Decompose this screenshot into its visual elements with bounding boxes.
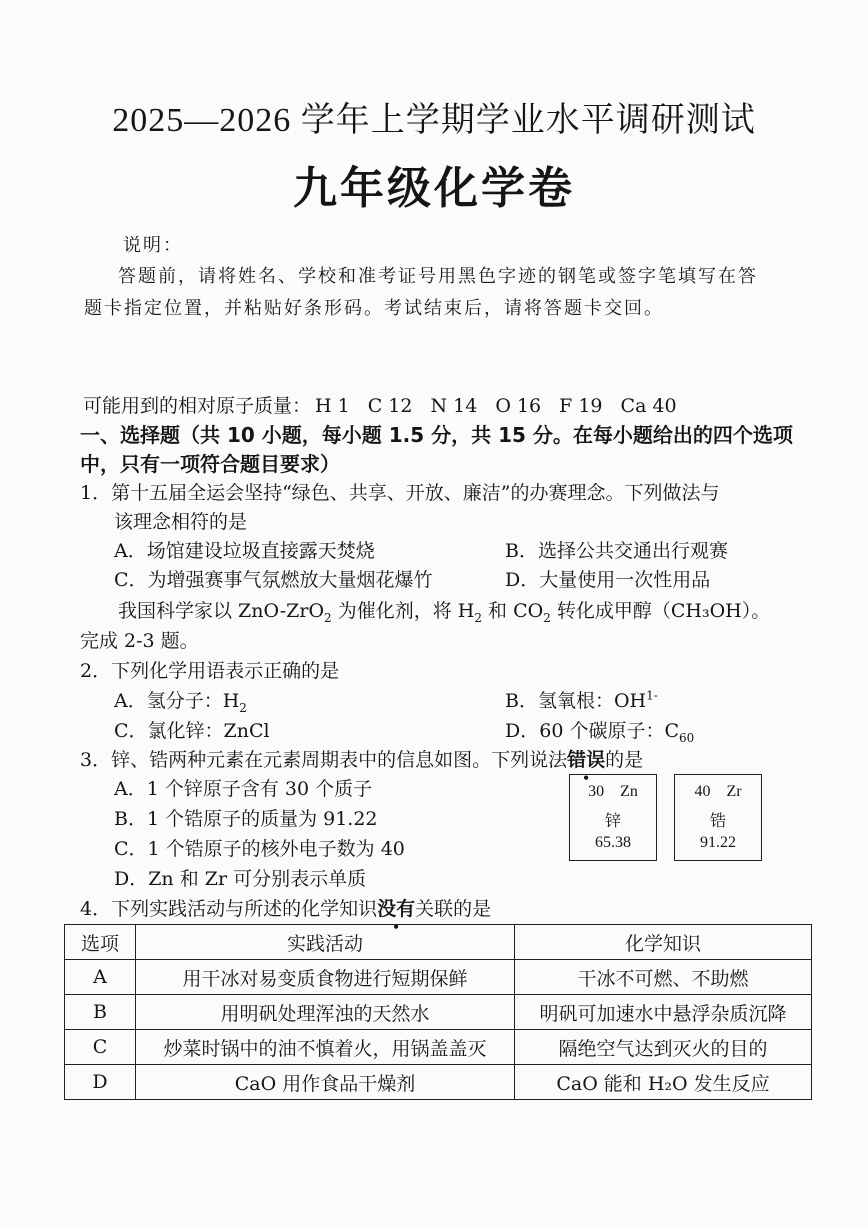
q2-option-d: D．60 个碳原子：$C_{60}$ <box>505 720 695 745</box>
row-option: D <box>65 1065 136 1100</box>
element-symbol: Zn <box>620 783 638 800</box>
exam-subtitle: 九年级化学卷 <box>293 163 575 214</box>
q2-option-c: C．氯化锌：ZnCl <box>114 720 270 742</box>
mass-f: F 19 <box>559 395 603 417</box>
mass-c: C 12 <box>367 395 413 417</box>
row-activity: CaO 用作食品干燥剂 <box>136 1065 515 1100</box>
element-mass: 91.22 <box>700 834 736 851</box>
element-card-zr <box>674 774 762 861</box>
row-option: B <box>65 995 136 1030</box>
instructions-line-2: 题卡指定位置，并粘贴好条形码。考试结束后，请将答题卡交回。 <box>84 298 664 319</box>
q3-option-b: B．1 个锆原子的质量为 91.22 <box>114 808 378 830</box>
q3-emphasis: 错误 <box>567 749 606 771</box>
table-row <box>65 995 812 1030</box>
element-symbol: Zr <box>726 783 742 800</box>
q4-table <box>64 924 812 1100</box>
q1-option-a: A．场馆建设垃圾直接露天焚烧 <box>114 540 375 562</box>
row-activity: 炒菜时锅中的油不慎着火，用锅盖盖灭 <box>136 1030 515 1065</box>
header-activity: 实践活动 <box>136 925 515 960</box>
context-line-1: 我国科学家以 ZnO-ZrO$_2$ 为催化剂，将 $H_2$ 和 $CO_2$ 转化成甲醇（CH₃OH）。 <box>118 600 771 625</box>
q3-option-c: C．1 个锆原子的核外电子数为 40 <box>114 838 405 860</box>
q1-option-c: C．为增强赛事气氛燃放大量烟花爆竹 <box>114 569 433 591</box>
q2-stem: 2．下列化学用语表示正确的是 <box>80 660 340 682</box>
q3-stem: 3．锌、锆两种元素在元素周期表中的信息如图。下列说法错误的是 <box>80 749 644 771</box>
table-header-row <box>65 925 812 960</box>
table-row <box>65 960 812 995</box>
q2-option-b: B．氢氧根：$OH^{1-}$ <box>505 688 658 712</box>
row-knowledge: 干冰不可燃、不助燃 <box>515 960 812 995</box>
mass-h: H 1 <box>315 395 350 417</box>
table-row <box>65 1030 812 1065</box>
row-option: C <box>65 1030 136 1065</box>
section-1-heading-line-1: 一、选择题（共 10 小题，每小题 1.5 分，共 15 分。在每小题给出的四个选项 <box>80 423 793 447</box>
header-knowledge: 化学知识 <box>515 925 812 960</box>
q4-emphasis: 没有 <box>377 898 416 920</box>
atomic-masses-label: 可能用到的相对原子质量： <box>83 395 312 417</box>
section-1-heading-line-2: 中，只有一项符合题目要求） <box>80 452 340 476</box>
q2-option-a: A．氢分子：$H_2$ <box>114 690 247 715</box>
q3-option-a: A．1 个锌原子含有 30 个质子 <box>114 778 373 800</box>
row-activity: 用干冰对易变质食物进行短期保鲜 <box>136 960 515 995</box>
element-number: 40 <box>694 783 711 800</box>
mass-o: O 16 <box>495 395 542 417</box>
header-option: 选项 <box>65 925 136 960</box>
q4-stem: 4．下列实践活动与所述的化学知识没有关联的是 <box>80 898 492 920</box>
element-name: 锌 <box>604 813 621 830</box>
q1-option-b: B．选择公共交通出行观赛 <box>505 540 728 562</box>
row-knowledge: 明矾可加速水中悬浮杂质沉降 <box>515 995 812 1030</box>
atomic-masses <box>83 391 695 418</box>
mass-ca: Ca 40 <box>620 395 677 417</box>
element-number: 30 <box>588 783 605 800</box>
table-row <box>65 1065 812 1100</box>
row-option: A <box>65 960 136 995</box>
instructions-label: 说明： <box>123 235 183 256</box>
row-knowledge: CaO 能和 H₂O 发生反应 <box>515 1065 812 1100</box>
element-card-zn <box>569 774 657 861</box>
context-line-2: 完成 2-3 题。 <box>80 630 199 652</box>
mass-n: N 14 <box>430 395 478 417</box>
element-mass: 65.38 <box>595 834 631 851</box>
q1-option-d: D．大量使用一次性用品 <box>505 569 711 591</box>
q1-stem-line-2: 该理念相符的是 <box>114 511 248 533</box>
q3-option-d: D．Zn 和 Zr 可分别表示单质 <box>114 868 367 890</box>
row-knowledge: 隔绝空气达到灭火的目的 <box>515 1030 812 1065</box>
instructions-line-1: 答题前，请将姓名、学校和准考证号用黑色字迹的钢笔或签字笔填写在答 <box>118 266 758 287</box>
q1-stem-line-1: 1．第十五届全运会坚持“绿色、共享、开放、廉洁”的办赛理念。下列做法与 <box>80 482 720 504</box>
exam-title: 2025—2026 学年上学期学业水平调研测试 <box>112 102 756 139</box>
row-activity: 用明矾处理浑浊的天然水 <box>136 995 515 1030</box>
element-name: 锆 <box>709 813 726 830</box>
